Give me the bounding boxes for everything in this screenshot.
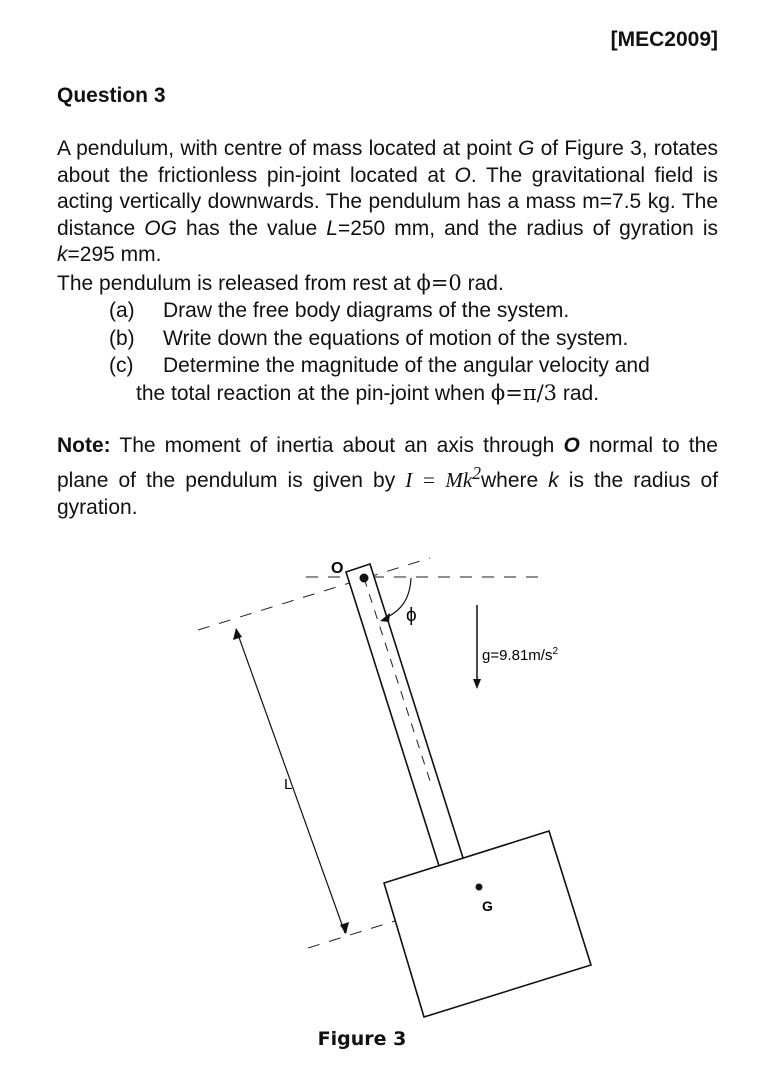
centre-of-mass-point — [476, 884, 483, 891]
pendulum-body — [384, 831, 591, 1017]
part-label: (b) — [109, 326, 135, 350]
label-o: O — [331, 560, 344, 577]
note-paragraph: Note: The moment of inertia about an axis through O normal to the plane of the pendulum is given by $I = Mk^2where$ k is the radius of gyration. — [57, 434, 719, 519]
inertia-formula: $I = Mk^2$ — [405, 462, 481, 492]
label-g-point: G — [482, 898, 493, 914]
pivot-point — [360, 574, 369, 583]
pivot-dimension-extension-line — [198, 558, 430, 630]
course-code: [MEC2009] — [610, 28, 718, 51]
label-length: L — [284, 776, 293, 793]
gravity-arrowhead — [473, 679, 481, 689]
pendulum-rod — [346, 564, 464, 869]
part-text: Determine the magnitude of the angular velocity and — [163, 354, 650, 377]
dimension-arrowhead-top — [233, 628, 242, 640]
part-text: Write down the equations of motion of the system. — [163, 326, 629, 350]
label-gravity: $g=9.81m/s^2$ — [482, 646, 559, 664]
part-c-continuation: the total reaction at the pin-joint when ϕ=π/3 rad. — [136, 380, 600, 405]
part-text: Draw the free body diagrams of the system. — [163, 299, 570, 322]
release-condition: The pendulum is released from rest at ϕ=0 rad. — [57, 271, 504, 295]
question-title: Question 3 — [57, 84, 166, 107]
part-label: (c) — [109, 354, 134, 377]
problem-paragraph: A pendulum, with centre of mass located at point G of Figure 3, rotates about the frictionless pin-joint located at O. The gravitational field is acting vertically downwards. The pendulum has a mass m=7.5 kg. The distance OG has the value L=250 mm, and the radius of gyration is k=295 mm. — [57, 137, 719, 266]
part-label: (a) — [109, 299, 135, 322]
label-phi: ϕ — [406, 605, 417, 626]
figure-caption: Figure 3 — [317, 1028, 407, 1050]
